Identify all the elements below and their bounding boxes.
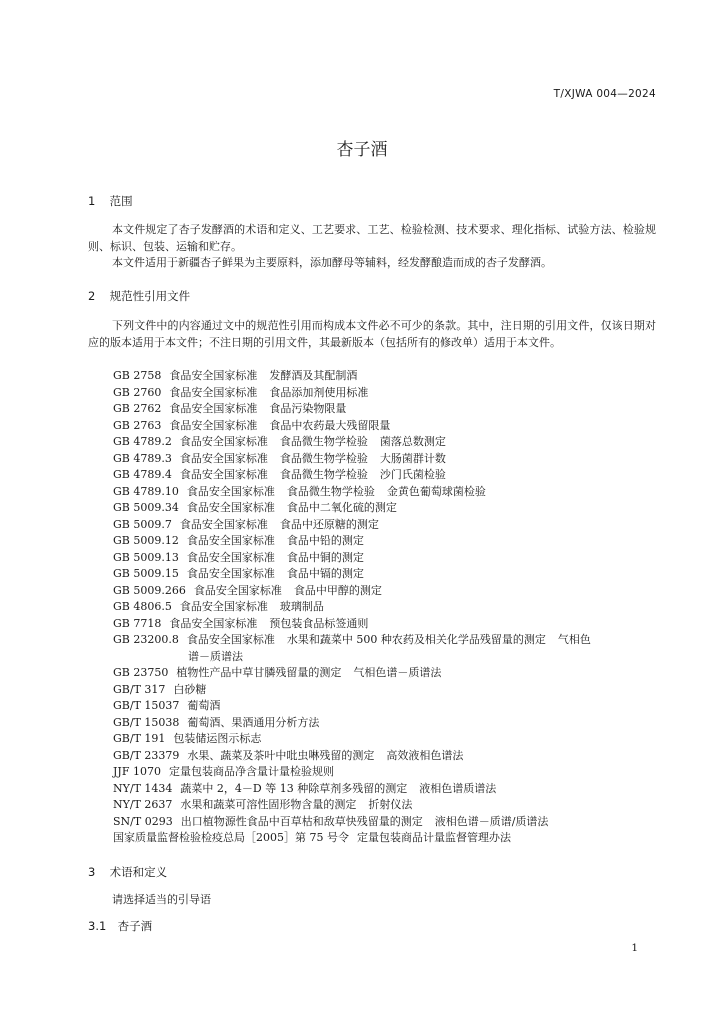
reference-title-part: 食品微生物学检验 bbox=[279, 435, 368, 448]
terms-intro-paragraph: 请选择适当的引导语 bbox=[112, 893, 211, 906]
reference-title-part: 食品中还原糖的测定 bbox=[279, 517, 379, 531]
scope-paragraph-1: 本文件规定了杏子发酵酒的术语和定义、工艺要求、工艺、检验检测、技术要求、理化指标、试验方法、检验规则、标识、包装、运输和贮存。 bbox=[88, 223, 656, 253]
document-title: 杏子酒 bbox=[336, 140, 388, 160]
reference-item bbox=[113, 385, 658, 402]
reference-title-part: 食品安全国家标准 bbox=[186, 633, 275, 646]
section-number: 2 bbox=[88, 289, 96, 303]
reference-title-part: 食品微生物学检验 bbox=[279, 451, 368, 465]
section-number: 1 bbox=[88, 194, 96, 208]
references-intro-paragraph: 下列文件中的内容通过文中的规范性引用而构成本文件必不可少的条款。其中，注日期的引用文件，仅该日期对应的版本适用于本文件；不注日期的引用文件，其最新版本（包括所有的修改单）适用于本文件。 bbox=[88, 319, 656, 349]
reference-title-part: 食品安全国家标准 bbox=[169, 402, 258, 415]
reference-title-part: 液相色谱－质谱/质谱法 bbox=[434, 814, 549, 828]
reference-title-part: 液相色谱质谱法 bbox=[419, 781, 497, 795]
reference-code: GB/T 15037 bbox=[113, 699, 180, 712]
reference-title-part: 食品安全国家标准 bbox=[179, 451, 268, 465]
reference-code: GB 5009.7 bbox=[113, 517, 172, 531]
reference-code: GB 5009.13 bbox=[113, 550, 179, 564]
reference-item bbox=[113, 583, 658, 600]
reference-title-part: 食品安全国家标准 bbox=[169, 369, 258, 382]
reference-code: GB/T 23379 bbox=[113, 748, 180, 762]
reference-title-continuation: 谱－质谱法 bbox=[188, 649, 243, 663]
reference-title-part: 食品污染物限量 bbox=[269, 402, 347, 415]
reference-code: GB 4789.10 bbox=[113, 484, 179, 498]
reference-code: GB 5009.34 bbox=[113, 501, 179, 514]
reference-code: GB 5009.266 bbox=[113, 583, 186, 597]
reference-code: GB 4789.3 bbox=[113, 451, 172, 465]
reference-title-part: 高效液相色谱法 bbox=[386, 748, 464, 762]
reference-item bbox=[113, 814, 658, 831]
reference-item bbox=[113, 484, 658, 501]
reference-item bbox=[113, 632, 658, 665]
section-3-1-heading bbox=[88, 918, 152, 934]
scope-paragraph-2: 本文件适用于新疆杏子鲜果为主要原料，添加酵母等辅料，经发酵酿造而成的杏子发酵酒。 bbox=[112, 256, 552, 269]
reference-item bbox=[113, 830, 658, 847]
reference-item bbox=[113, 467, 658, 484]
reference-title-part: 食品安全国家标准 bbox=[179, 435, 268, 448]
reference-title-part: 白砂糖 bbox=[173, 682, 207, 696]
reference-title-part: 出口植物源性食品中百草枯和敌草快残留量的测定 bbox=[180, 814, 423, 828]
reference-item bbox=[113, 698, 658, 715]
reference-title-part: 水果和蔬菜中 500 种农药及相关化学品残留量的测定 bbox=[286, 633, 546, 646]
reference-item bbox=[113, 748, 658, 765]
reference-title-part: 食品安全国家标准 bbox=[169, 385, 258, 399]
reference-title-part: 食品中农药最大残留限量 bbox=[269, 418, 391, 432]
reference-item bbox=[113, 401, 658, 418]
reference-title-part: 食品安全国家标准 bbox=[186, 567, 275, 580]
standard-code: T/XJWA 004—2024 bbox=[553, 88, 656, 100]
reference-title-part: 食品安全国家标准 bbox=[169, 418, 258, 432]
reference-code: GB 5009.12 bbox=[113, 534, 179, 547]
reference-title-part: 食品安全国家标准 bbox=[179, 468, 268, 481]
reference-code: GB 5009.15 bbox=[113, 567, 179, 580]
reference-code: GB/T 191 bbox=[113, 732, 166, 745]
reference-title-part: 蔬菜中 2，4－D 等 13 种除草剂多残留的测定 bbox=[180, 781, 408, 795]
reference-title-part: 定量包装商品净含量计量检验规则 bbox=[168, 765, 334, 778]
section-title: 术语和定义 bbox=[109, 865, 168, 879]
reference-title-part: 植物性产品中草甘膦残留量的测定 bbox=[176, 666, 342, 679]
reference-code: GB 2760 bbox=[113, 385, 162, 399]
reference-code: 国家质量监督检验检疫总局［2005］第 75 号令 bbox=[113, 831, 349, 844]
reference-item bbox=[113, 731, 658, 748]
reference-item bbox=[113, 418, 658, 435]
reference-title-part: 食品中甲醇的测定 bbox=[293, 583, 382, 597]
reference-item bbox=[113, 517, 658, 534]
reference-title-part: 水果和蔬菜可溶性固形物含量的测定 bbox=[180, 798, 357, 811]
section-2-heading bbox=[88, 288, 190, 304]
reference-code: GB 7718 bbox=[113, 616, 162, 630]
reference-code: GB 2762 bbox=[113, 402, 162, 415]
reference-title-part: 食品中铅的测定 bbox=[286, 534, 364, 547]
reference-code: GB/T 15038 bbox=[113, 715, 180, 729]
reference-title-part: 食品中二氧化硫的测定 bbox=[286, 501, 397, 514]
reference-code: GB 23200.8 bbox=[113, 633, 179, 646]
page-number: 1 bbox=[631, 942, 638, 954]
section-1-heading bbox=[88, 193, 133, 209]
reference-item bbox=[113, 797, 658, 814]
reference-item bbox=[113, 665, 658, 682]
reference-title-part: 预包装食品标签通则 bbox=[269, 616, 369, 630]
reference-title-part: 葡萄酒、果酒通用分析方法 bbox=[187, 715, 320, 729]
reference-item bbox=[113, 616, 658, 633]
reference-code: GB/T 317 bbox=[113, 682, 166, 696]
section-3-heading bbox=[88, 864, 167, 880]
reference-title-part: 气相色谱－质谱法 bbox=[353, 666, 442, 679]
reference-title-part: 食品安全国家标准 bbox=[169, 616, 258, 630]
section-title: 规范性引用文件 bbox=[109, 289, 191, 303]
reference-code: NY/T 2637 bbox=[113, 798, 173, 811]
reference-title-part: 定量包装商品计量监督管理办法 bbox=[356, 831, 511, 844]
reference-title-part: 玻璃制品 bbox=[279, 600, 324, 613]
reference-item bbox=[113, 368, 658, 385]
reference-item bbox=[113, 764, 658, 781]
reference-title-part: 折射仪法 bbox=[368, 798, 413, 811]
section-title: 杏子酒 bbox=[117, 919, 153, 933]
reference-title-part: 食品微生物学检验 bbox=[286, 484, 375, 498]
reference-item bbox=[113, 451, 658, 468]
reference-title-part: 食品中镉的测定 bbox=[286, 567, 364, 580]
reference-title-part: 金黄色葡萄球菌检验 bbox=[386, 484, 486, 498]
reference-item bbox=[113, 550, 658, 567]
section-number: 3 bbox=[88, 865, 96, 879]
reference-title-part: 包装储运图示标志 bbox=[173, 732, 262, 745]
reference-code: GB 4789.4 bbox=[113, 468, 172, 481]
reference-list bbox=[113, 368, 658, 847]
reference-title-part: 食品安全国家标准 bbox=[186, 501, 275, 514]
reference-code: GB 23750 bbox=[113, 666, 169, 679]
reference-item bbox=[113, 715, 658, 732]
reference-title-part: 食品微生物学检验 bbox=[279, 468, 368, 481]
reference-title-part: 发酵酒及其配制酒 bbox=[269, 369, 358, 382]
reference-title-part: 菌落总数测定 bbox=[379, 435, 446, 448]
reference-title-part: 食品安全国家标准 bbox=[186, 534, 275, 547]
reference-title-part: 沙门氏菌检验 bbox=[379, 468, 446, 481]
reference-item bbox=[113, 434, 658, 451]
reference-code: GB 4789.2 bbox=[113, 435, 172, 448]
reference-title-part: 水果、蔬菜及茶叶中吡虫啉残留的测定 bbox=[187, 748, 375, 762]
reference-item bbox=[113, 599, 658, 616]
reference-code: SN/T 0293 bbox=[113, 814, 173, 828]
reference-item bbox=[113, 533, 658, 550]
reference-item bbox=[113, 500, 658, 517]
section-number: 3.1 bbox=[88, 919, 107, 933]
reference-title-part: 气相色 bbox=[557, 633, 591, 646]
reference-title-part: 大肠菌群计数 bbox=[379, 451, 446, 465]
reference-title-part: 食品安全国家标准 bbox=[179, 600, 268, 613]
reference-title-part: 食品安全国家标准 bbox=[186, 484, 275, 498]
reference-code: GB 2763 bbox=[113, 418, 162, 432]
reference-item bbox=[113, 781, 658, 798]
reference-code: GB 2758 bbox=[113, 369, 162, 382]
reference-item bbox=[113, 682, 658, 699]
reference-code: JJF 1070 bbox=[113, 765, 161, 778]
reference-title-part: 食品安全国家标准 bbox=[179, 517, 268, 531]
reference-title-part: 食品中铜的测定 bbox=[286, 550, 364, 564]
reference-title-part: 食品安全国家标准 bbox=[186, 550, 275, 564]
reference-title-part: 葡萄酒 bbox=[187, 699, 221, 712]
reference-code: NY/T 1434 bbox=[113, 781, 173, 795]
reference-item bbox=[113, 566, 658, 583]
reference-title-part: 食品添加剂使用标准 bbox=[269, 385, 369, 399]
reference-code: GB 4806.5 bbox=[113, 600, 172, 613]
section-title: 范围 bbox=[109, 194, 133, 208]
reference-title-part: 食品安全国家标准 bbox=[193, 583, 282, 597]
